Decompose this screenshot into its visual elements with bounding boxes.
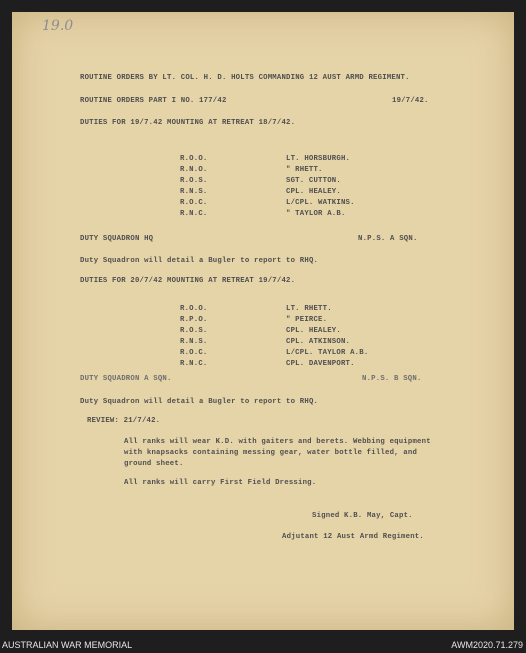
- duty-squadron-nps-1: N.P.S. A SQN.: [358, 235, 418, 243]
- footer-institution: AUSTRALIAN WAR MEMORIAL: [2, 640, 133, 650]
- duty-role: R.O.O.: [180, 155, 208, 163]
- duties-heading-1: DUTIES FOR 19/7.42 MOUNTING AT RETREAT 18/7/42.: [80, 119, 296, 127]
- duties-heading-2: DUTIES FOR 20/7/42 MOUNTING AT RETREAT 19/7/42.: [80, 277, 296, 285]
- duty-role: R.O.S.: [180, 177, 208, 185]
- handwritten-mark: 19.0: [42, 18, 74, 34]
- duty-name: CPL. HEALEY.: [286, 327, 341, 335]
- review-line: ground sheet.: [124, 460, 184, 468]
- duty-squadron-label-2: DUTY SQUADRON A SQN.: [80, 375, 172, 383]
- duty-role: R.P.O.: [180, 316, 208, 324]
- review-paragraph-2: All ranks will carry First Field Dressing.: [124, 479, 317, 487]
- duty-name: L/CPL. TAYLOR A.B.: [286, 349, 369, 357]
- duty-name: L/CPL. WATKINS.: [286, 199, 355, 207]
- duty-name: " PEIRCE.: [286, 316, 328, 324]
- orders-part-number: ROUTINE ORDERS PART I NO. 177/42: [80, 97, 227, 105]
- duty-name: " RHETT.: [286, 166, 323, 174]
- duty-name: SGT. CUTTON.: [286, 177, 341, 185]
- signature-title: Adjutant 12 Aust Armd Regiment.: [282, 533, 424, 541]
- duty-role: R.N.S.: [180, 338, 208, 346]
- footer-accession-number: AWM2020.71.279: [451, 640, 523, 650]
- duty-role: R.N.O.: [180, 166, 208, 174]
- review-heading: REVIEW: 21/7/42.: [87, 417, 161, 425]
- duty-role: R.O.O.: [180, 305, 208, 313]
- duty-role: R.N.C.: [180, 360, 208, 368]
- review-line: with knapsacks containing messing gear, water bottle filled, and: [124, 449, 418, 457]
- document-title: ROUTINE ORDERS BY LT. COL. H. D. HOLTS COMMANDING 12 AUST ARMD REGIMENT.: [80, 74, 410, 82]
- duty-squadron-nps-2: N.P.S. B SQN.: [362, 375, 422, 383]
- duty-name: " TAYLOR A.B.: [286, 210, 346, 218]
- document-page: [12, 12, 514, 630]
- duty-role: R.N.C.: [180, 210, 208, 218]
- duty-name: CPL. HEALEY.: [286, 188, 341, 196]
- duty-squadron-label-1: DUTY SQUADRON HQ: [80, 235, 154, 243]
- duty-name: LT. HORSBURGH.: [286, 155, 351, 163]
- duty-name: CPL. DAVENPORT.: [286, 360, 355, 368]
- duty-role: R.N.S.: [180, 188, 208, 196]
- orders-date: 19/7/42.: [392, 97, 429, 105]
- duty-name: CPL. ATKINSON.: [286, 338, 351, 346]
- duty-name: LT. RHETT.: [286, 305, 332, 313]
- review-line: All ranks will wear K.D. with gaiters and berets. Webbing equipment: [124, 438, 431, 446]
- duty-role: R.O.S.: [180, 327, 208, 335]
- duty-role: R.O.C.: [180, 349, 208, 357]
- duty-role: R.O.C.: [180, 199, 208, 207]
- signature-line: Signed K.B. May, Capt.: [312, 512, 413, 520]
- footer-bar: [0, 637, 526, 653]
- bugler-instruction-2: Duty Squadron will detail a Bugler to report to RHQ.: [80, 398, 319, 406]
- bugler-instruction-1: Duty Squadron will detail a Bugler to report to RHQ.: [80, 257, 319, 265]
